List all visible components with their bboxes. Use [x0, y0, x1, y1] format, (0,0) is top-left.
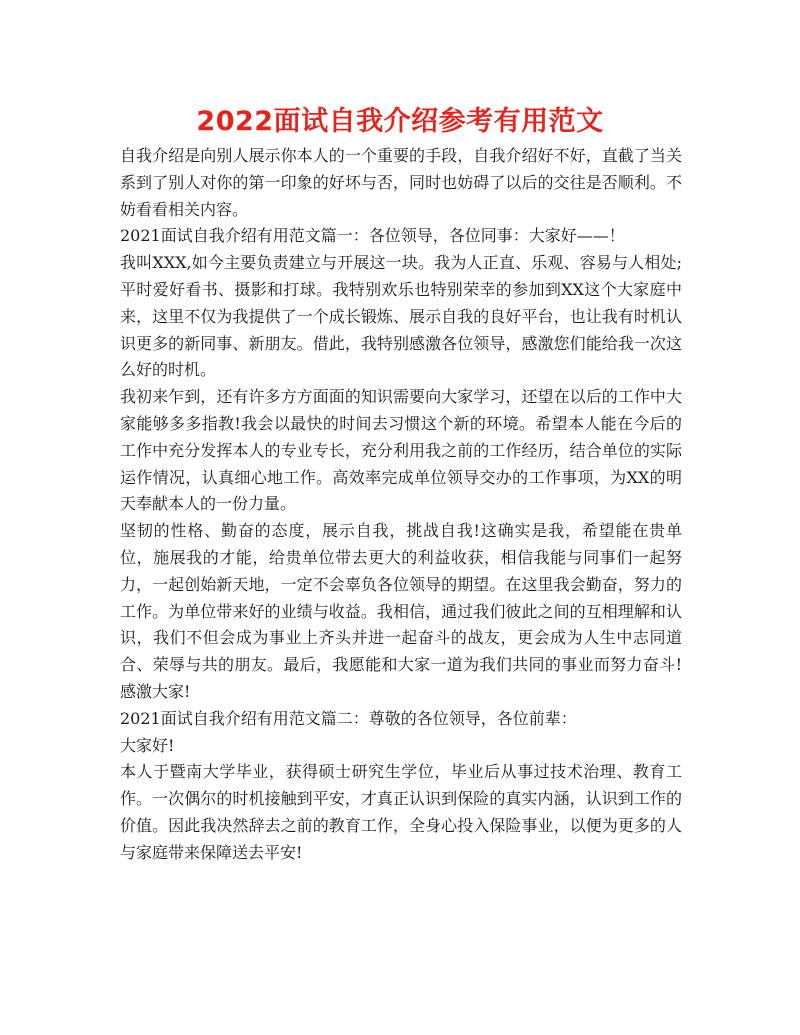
document-title: 2022面试自我介绍参考有用范文: [196, 106, 604, 137]
paragraph-newcomer: 我初来乍到，还有许多方方面面的知识需要向大家学习，还望在以后的工作中大家能够多多指教!我会以最快的时间去习惯这个新的环境。希望本人能在今后的工作中充分发挥本人的专业专长，充分利用我之前的工作经历，结合单位的实际运作情况，认真细心地工作。高效率完成单位领导交办的工作事项，为XX的明天奉献本人的一份力量。: [120, 387, 682, 514]
paragraph-sample-two-heading: 2021面试自我介绍有用范文篇二：尊敬的各位领导，各位前辈：: [120, 708, 577, 728]
paragraph-character: 坚韧的性格、勤奋的态度，展示自我，挑战自我!这确实是我，希望能在贵单位，施展我的才能，给贵单位带去更大的利益收获，相信我能与同事们一起努力，一起创始新天地，一定不会辜负各位领导的期望。在这里我会勤奋，努力的工作。为单位带来好的业绩与收益。我相信，通过我们彼此之间的互相理解和认识，我们不但会成为事业上齐头并进一起奋斗的战友，更会成为人生中志同道合、荣辱与共的朋友。最后，我愿能和大家一道为我们共同的事业而努力奋斗!感激大家!: [120, 521, 682, 701]
document-body: [120, 143, 682, 867]
paragraph-greeting: 大家好!: [120, 735, 175, 755]
paragraph-sample-one-heading: 2021面试自我介绍有用范文篇一：各位领导，各位同事：大家好——！: [120, 226, 625, 246]
paragraph-background: 本人于暨南大学毕业，获得硕士研究生学位，毕业后从事过技术治理、教育工作。一次偶尔的时机接触到平安，才真正认识到保险的真实内涵，认识到工作的价值。因此我决然辞去之前的教育工作，全身心投入保险事业，以便为更多的人与家庭带来保障送去平安!: [120, 762, 682, 862]
paragraph-intro: 自我介绍是向别人展示你本人的一个重要的手段，自我介绍好不好，直截了当关系到了别人对你的第一印象的好坏与否，同时也妨碍了以后的交往是否顺利。不妨看看相关内容。: [120, 146, 682, 219]
paragraph-self-intro: 我叫XXX,如今主要负责建立与开展这一块。我为人正直、乐观、容易与人相处;平时爱好看书、摄影和打球。我特别欢乐也特别荣幸的参加到XX这个大家庭中来，这里不仅为我提供了一个成长锻炼、展示自我的良好平台，也让我有时机认识更多的新同事、新朋友。借此，我特别感激各位领导，感激您们能给我一次这么好的时机。: [120, 253, 682, 380]
